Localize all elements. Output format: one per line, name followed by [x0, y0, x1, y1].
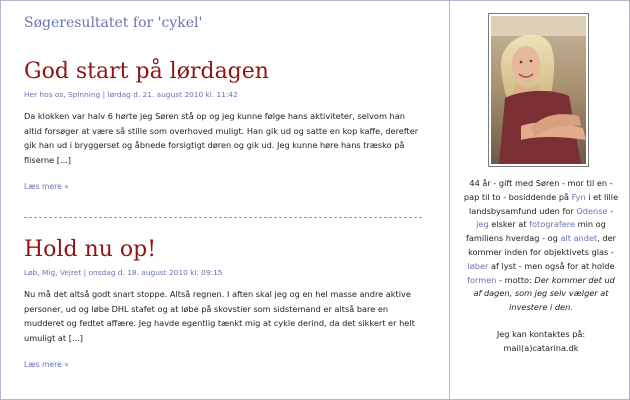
category-link[interactable]: Her hos os [24, 90, 64, 99]
post-excerpt: Nu må det altså godt snart stoppe. Altså regnen. I aften skal jeg og en hel masse andre aktive personer, ud og løbe DHL stafet og at løbe på skovstier som sidstemand er altså bare en mudderet og fedtet affære. Jeg havde egentlig tænkt mig at cykle derind, da det sikkert er helt umuligt at [...] [24, 289, 415, 343]
portrait-image [491, 16, 586, 164]
loeber-link[interactable]: løber [467, 260, 489, 271]
category-link[interactable]: Vejret [59, 268, 82, 277]
post [24, 58, 424, 191]
author-bio: 44 år - gift med Søren - mor til en - pap til to - bosiddende på Fyn i et lille landsbysamfund uden for Odense - jeg elsker at fotografere min og familiens hverdag - og alt andet, der kommer inden for objektivets glas - løber af lyst - men også for at holde formen - motto: Der kommer det ud af dagen, som jeg selv vælger at investere i den. Jeg kan kontaktes på: mail(a)catarina.dk [462, 177, 620, 356]
jeg-link[interactable]: jeg [476, 219, 489, 230]
search-results-heading: Søgeresultatet for 'cykel' [24, 15, 203, 31]
contact-email: mail(a)catarina.dk [503, 342, 579, 353]
alt-andet-link[interactable]: alt andet [560, 233, 598, 244]
post-date: lørdag d. 21. august 2010 kl. 11:42 [107, 90, 238, 99]
post-date: onsdag d. 18. august 2010 kl. 09:15 [88, 268, 223, 277]
post-excerpt: Da klokken var halv 6 hørte jeg Søren stå op og jeg kunne følge hans aktiviteter, selvom han altid forsøger at være så stille som overhoved muligt. Han gik ud og satte en kop kaffe, derefter gik han ud i bryggerset og åbnede forsigtigt døren og gik ud. Jeg kunne høre hans træsko på fliserne [...] [24, 111, 419, 165]
fyn-link[interactable]: Fyn [571, 191, 586, 202]
post-meta: Her hos os, Spinning | lørdag d. 21. august 2010 kl. 11:42 [24, 90, 238, 99]
category-link[interactable]: Mig [42, 268, 56, 277]
profile-photo [488, 13, 589, 167]
category-link[interactable]: Løb [24, 268, 38, 277]
post-title[interactable]: Hold nu op! [24, 237, 157, 262]
formen-link[interactable]: formen [467, 274, 497, 285]
sidebar [449, 0, 630, 400]
category-link[interactable]: Spinning [67, 90, 101, 99]
read-more-link[interactable]: Læs mere » [24, 182, 69, 191]
post-meta: Løb, Mig, Vejret | onsdag d. 18. august 2010 kl. 09:15 [24, 268, 223, 277]
contact-label: Jeg kan kontaktes på: [496, 328, 586, 339]
motto-text: Der kommer det ud af dagen, som jeg selv vælger at investere i den. [473, 274, 615, 313]
post [24, 236, 424, 369]
fotografere-link[interactable]: fotografere [529, 219, 575, 230]
odense-link[interactable]: Odense [576, 205, 608, 216]
read-more-link[interactable]: Læs mere » [24, 360, 69, 369]
post-title[interactable]: God start på lørdagen [24, 59, 269, 84]
main-content [24, 0, 424, 400]
post-divider [24, 217, 422, 218]
